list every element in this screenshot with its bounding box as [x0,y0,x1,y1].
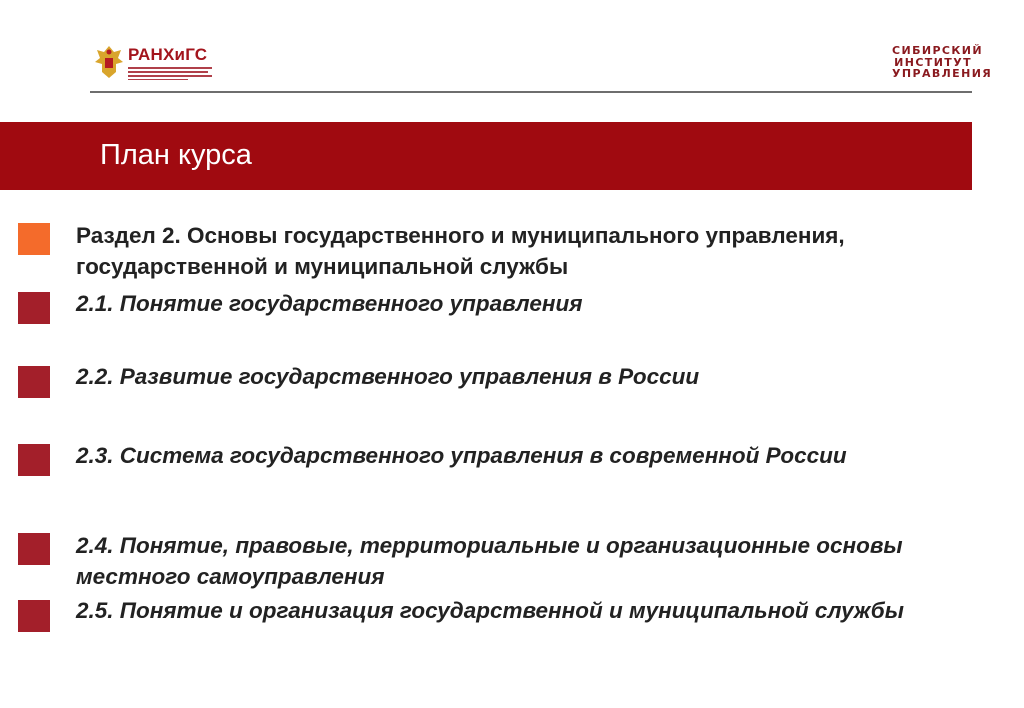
red-square-bullet-icon [18,292,50,324]
logo-fine-print [128,66,214,80]
topic-text: 2.5. Понятие и организация государственной и муниципальной службы [76,598,904,623]
header-divider [90,91,972,93]
title-banner [0,122,972,190]
red-square-bullet-icon [18,533,50,565]
orange-square-bullet-icon [18,223,50,255]
red-square-bullet-icon [18,366,50,398]
ranepa-logo [94,44,224,84]
siberian-institute-logo [892,44,993,80]
topic-text: 2.4. Понятие, правовые, территориальные и организационные основы местного самоуправления [76,533,903,589]
topic-text: 2.2. Развитие государственного управления в России [76,364,700,389]
eagle-emblem-icon [94,44,124,80]
logo-line-1: СИБИРСКИЙ [892,44,984,57]
logo-line-3: УПРАВЛЕНИЯ [892,67,993,80]
section-heading: Раздел 2. Основы государственного и муниципального управления, государственной и муниципальной службы [76,223,845,279]
topic-text: 2.1. Понятие государственного управления [76,291,583,316]
red-square-bullet-icon [18,600,50,632]
slide-title: План курса [100,139,252,171]
topic-text: 2.3. Система государственного управления в современной России [76,443,847,468]
red-square-bullet-icon [18,444,50,476]
logo-name: РАНХиГС [128,45,208,64]
logo-line-2: ИНСТИТУТ [894,55,972,69]
